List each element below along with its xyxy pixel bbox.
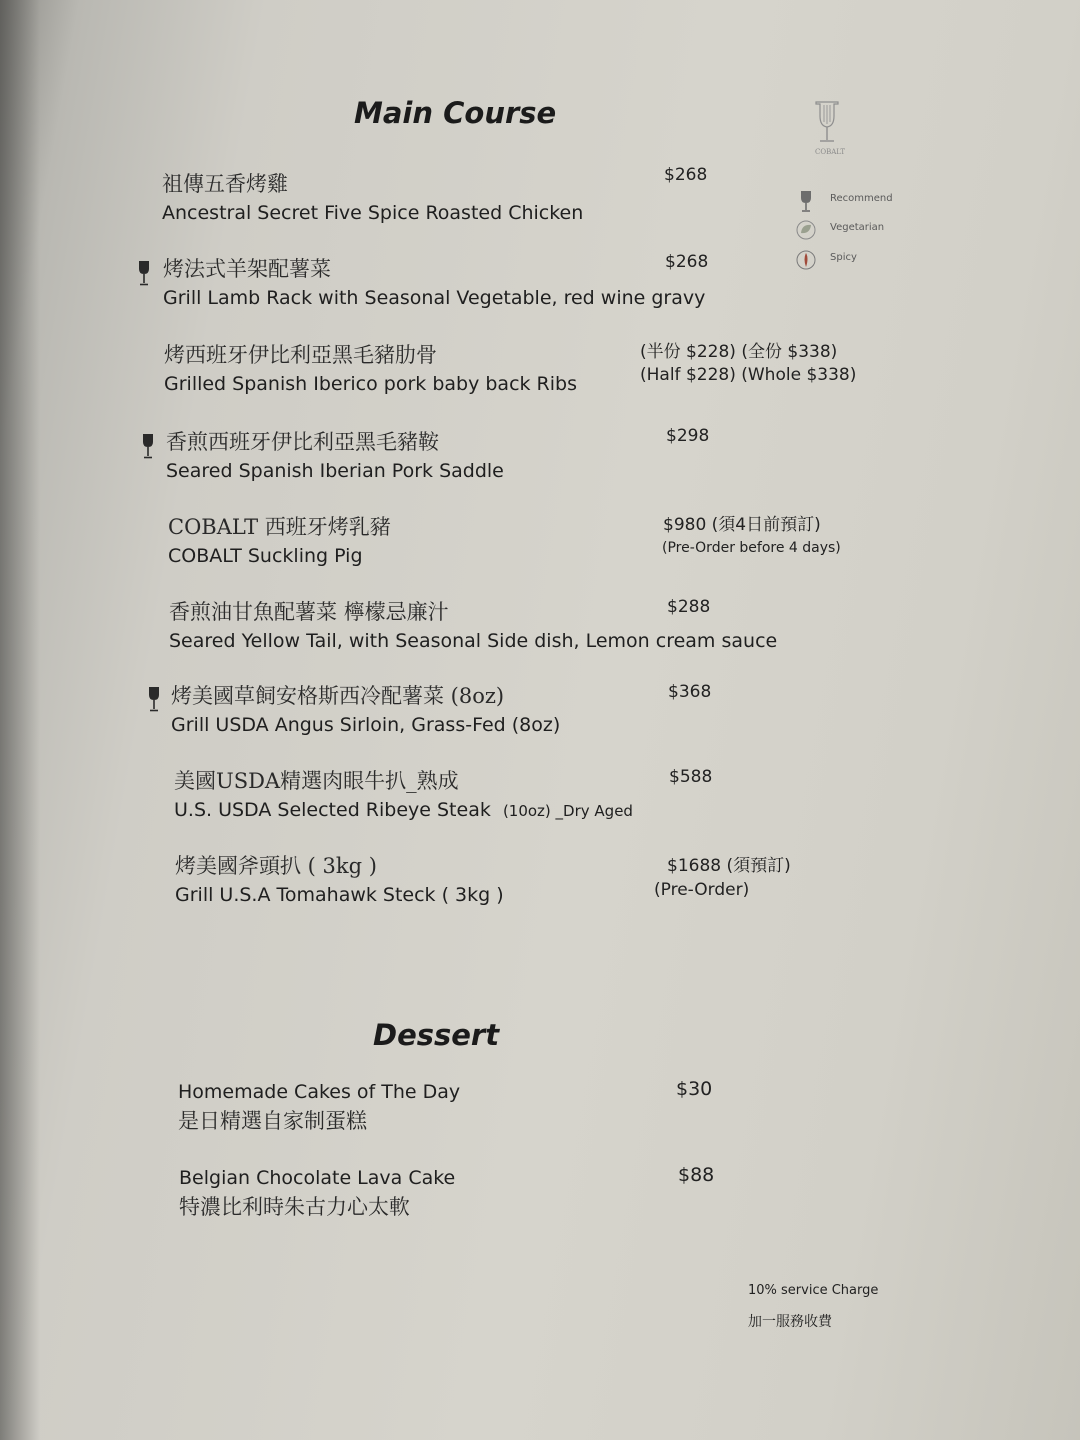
- item-price-note: (Pre-Order before 4 days): [662, 540, 841, 556]
- item-name-zh: 特濃比利時朱古力心太軟: [179, 1195, 410, 1219]
- legend-vegetarian-label: Vegetarian: [830, 222, 885, 233]
- wine-glass-logo-icon: [812, 100, 842, 146]
- item-name-en: Seared Yellow Tail, with Seasonal Side dish, Lemon cream sauce: [169, 630, 778, 652]
- service-charge-en: 10% service Charge: [748, 1283, 879, 1298]
- service-charge-zh: 加一服務收費: [748, 1314, 832, 1330]
- item-price: $268: [664, 165, 708, 185]
- recommend-glass-icon: [138, 260, 150, 286]
- item-price: $88: [678, 1164, 715, 1186]
- menu-item-iberico-ribs: [164, 341, 577, 399]
- menu-item-tomahawk: [175, 852, 504, 910]
- vegetarian-leaf-icon: [796, 219, 816, 241]
- item-name-zh: 香煎西班牙伊比利亞黑毛豬鞍: [166, 430, 439, 454]
- menu-item-lamb-rack: [163, 255, 705, 313]
- item-name-en: [174, 796, 633, 826]
- item-name-en: Homemade Cakes of The Day: [178, 1081, 461, 1103]
- item-name-en: Grill USDA Angus Sirloin, Grass-Fed (8oz): [171, 714, 561, 736]
- item-name-en: Seared Spanish Iberian Pork Saddle: [166, 460, 504, 482]
- legend-logo-text: COBALT: [814, 148, 846, 156]
- item-name-zh: 祖傳五香烤雞: [162, 172, 288, 196]
- item-name-en: COBALT Suckling Pig: [168, 545, 363, 567]
- item-name-zh: 烤美國斧頭扒 ( 3kg ): [175, 854, 377, 878]
- item-price: $268: [665, 252, 709, 272]
- item-name-zh: 烤法式羊架配薯菜: [163, 257, 331, 281]
- menu-item-pork-saddle: [166, 428, 504, 486]
- item-price: $298: [666, 426, 710, 446]
- item-name-zh: 烤美國草飼安格斯西冷配薯菜 (8oz): [171, 684, 505, 708]
- recommend-glass-icon: [142, 433, 154, 459]
- item-name-en-suffix: (10oz) _Dry Aged: [502, 802, 633, 820]
- item-name-en: Grill Lamb Rack with Seasonal Vegetable, red wine gravy: [163, 287, 706, 309]
- recommend-glass-icon: [148, 686, 160, 712]
- item-name-zh: 烤西班牙伊比利亞黑毛豬肋骨: [164, 343, 437, 367]
- item-price: (半份 $228) (全份 $338): [640, 342, 838, 362]
- menu-item-suckling-pig: [168, 513, 391, 571]
- item-name-en-main: U.S. USDA Selected Ribeye Steak: [174, 799, 491, 821]
- item-price: $980 (須4日前預訂): [663, 515, 821, 535]
- item-price: $288: [667, 597, 711, 617]
- legend-spicy-label: Spicy: [830, 252, 857, 263]
- item-name-en: Ancestral Secret Five Spice Roasted Chicken: [162, 202, 584, 224]
- main-course-title: Main Course: [354, 96, 557, 130]
- menu-item-roasted-chicken: [162, 170, 583, 228]
- item-name-en: Belgian Chocolate Lava Cake: [179, 1167, 456, 1189]
- page-edge-shadow: [0, 0, 40, 1440]
- menu-item-ribeye-steak: [174, 767, 633, 826]
- item-name-en: Grill U.S.A Tomahawk Steck ( 3kg ): [175, 884, 504, 906]
- dessert-title: Dessert: [373, 1018, 500, 1052]
- dessert-item-cakes: [178, 1078, 460, 1136]
- spicy-chili-icon: [796, 249, 816, 271]
- item-price-note: (Pre-Order): [654, 880, 750, 900]
- item-name-en: Grilled Spanish Iberico pork baby back Ribs: [164, 373, 577, 395]
- item-name-zh: 是日精選自家制蛋糕: [178, 1109, 367, 1133]
- item-price-secondary: (Half $228) (Whole $338): [640, 365, 857, 385]
- item-price: $368: [668, 682, 712, 702]
- dessert-item-lava-cake: [179, 1164, 455, 1222]
- item-name-zh: 香煎油甘魚配薯菜 檸檬忌廉汁: [169, 600, 449, 624]
- item-price: $30: [676, 1078, 713, 1100]
- item-name-zh: COBALT 西班牙烤乳豬: [168, 515, 391, 539]
- recommend-glass-icon: [796, 190, 816, 212]
- item-price: $1688 (須預訂): [667, 856, 791, 876]
- legend-recommend-label: Recommend: [830, 193, 893, 204]
- menu-item-angus-sirloin: [171, 682, 560, 740]
- item-name-zh: 美國USDA精選肉眼牛扒_熟成: [174, 769, 459, 793]
- item-price: $588: [669, 767, 713, 787]
